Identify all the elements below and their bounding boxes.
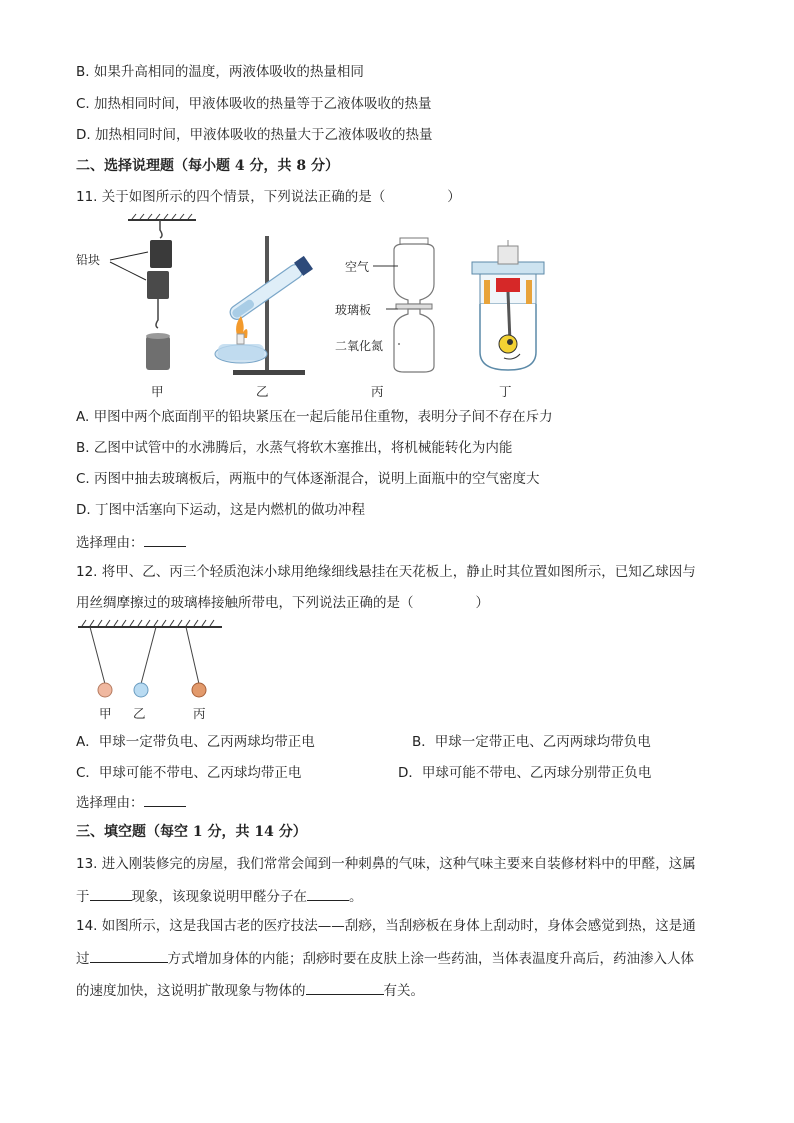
q10-option-b: B. 如果升高相同的温度，两液体吸收的热量相同 bbox=[76, 64, 364, 80]
caption-ding: 丁 bbox=[499, 384, 512, 399]
q12-reason-blank[interactable] bbox=[144, 792, 186, 807]
q11-option-c: C. 丙图中抽去玻璃板后，两瓶中的气体逐渐混合，说明上面瓶中的空气密度大 bbox=[76, 471, 540, 487]
section2-title: 二、选择说理题（每小题 4 分，共 8 分） bbox=[76, 158, 339, 174]
q14-line3 bbox=[76, 980, 424, 1000]
ball-label-yi: 乙 bbox=[133, 706, 146, 721]
q13-text-b: 现象，该现象说明甲醛分子在 bbox=[131, 889, 307, 905]
label-air: 空气 bbox=[345, 260, 370, 274]
test-tube-figure bbox=[205, 228, 325, 378]
label-lead-blocks: 铅块 bbox=[76, 253, 101, 267]
q14-text-c: 的速度加快，这说明扩散现象与物体的 bbox=[76, 983, 306, 999]
q14-text-a: 过 bbox=[76, 951, 90, 967]
q12-paren-close: ） bbox=[475, 595, 489, 611]
q13-text-c: 。 bbox=[349, 889, 363, 905]
q10-option-c: C. 加热相同时间，甲液体吸收的热量等于乙液体吸收的热量 bbox=[76, 96, 432, 112]
q12-stem-text: 用丝绸摩擦过的玻璃棒接触所带电，下列说法正确的是（ bbox=[76, 595, 414, 611]
q11-option-b: B. 乙图中试管中的水沸腾后，水蒸气将软木塞推出，将机械能转化为内能 bbox=[76, 440, 513, 456]
q13-blank-2[interactable] bbox=[307, 886, 349, 901]
lead-blocks-figure bbox=[76, 210, 206, 380]
q12-option-a: A．甲球一定带负电、乙丙两球均带正电 bbox=[76, 734, 315, 750]
q12-reason bbox=[76, 792, 186, 812]
caption-jia: 甲 bbox=[151, 384, 164, 399]
q11-paren-close: ） bbox=[447, 189, 461, 205]
q11-reason bbox=[76, 532, 186, 552]
label-glass-plate: 玻璃板 bbox=[335, 303, 372, 317]
q14-line2 bbox=[76, 948, 694, 968]
q10-option-d: D. 加热相同时间，甲液体吸收的热量大于乙液体吸收的热量 bbox=[76, 127, 433, 143]
caption-bing: 丙 bbox=[371, 384, 384, 399]
q11-reason-label: 选择理由： bbox=[76, 535, 144, 551]
caption-yi: 乙 bbox=[256, 384, 269, 399]
q11-option-a: A. 甲图中两个底面削平的铅块紧压在一起后能吊住重物，表明分子间不存在斥力 bbox=[76, 409, 553, 425]
q12-option-b: B．甲球一定带正电、乙丙两球均带负电 bbox=[412, 734, 651, 750]
engine-figure bbox=[468, 240, 548, 380]
q11-stem bbox=[76, 188, 461, 206]
q12-option-d: D．甲球可能不带电、乙丙球分别带正负电 bbox=[398, 765, 652, 781]
q13-line2 bbox=[76, 886, 363, 906]
section3-title: 三、填空题（每空 1 分，共 14 分） bbox=[76, 824, 307, 840]
q12-option-c: C．甲球可能不带电、乙丙球均带正电 bbox=[76, 765, 302, 781]
charged-balls-figure bbox=[76, 618, 226, 708]
q14-line1: 14. 如图所示，这是我国古老的医疗技法——刮痧，当刮痧板在身体上刮动时，身体会感觉到热，这是通 bbox=[76, 918, 696, 934]
q12-stem-line2 bbox=[76, 594, 489, 612]
ball-label-bing: 丙 bbox=[193, 706, 206, 721]
ball-label-jia: 甲 bbox=[99, 706, 112, 721]
q11-option-d: D. 丁图中活塞向下运动，这是内燃机的做功冲程 bbox=[76, 502, 365, 518]
q14-blank-2[interactable] bbox=[306, 980, 384, 995]
q11-reason-blank[interactable] bbox=[144, 532, 186, 547]
q12-stem-line1: 12. 将甲、乙、丙三个轻质泡沫小球用绝缘细线悬挂在天花板上，静止时其位置如图所示，已知乙球因与 bbox=[76, 564, 696, 580]
q12-reason-label: 选择理由： bbox=[76, 795, 144, 811]
q13-blank-1[interactable] bbox=[90, 886, 132, 901]
label-no2: 二氧化氮 bbox=[335, 339, 384, 353]
q13-line1: 13. 进入刚装修完的房屋，我们常常会闻到一种刺鼻的气味，这种气味主要来自装修材料中的甲醛，这属 bbox=[76, 856, 696, 872]
q13-text-a: 于 bbox=[76, 889, 90, 905]
bottle-leader-lines bbox=[370, 262, 400, 352]
q14-blank-1[interactable] bbox=[90, 948, 168, 963]
q11-stem-text: 11. 关于如图所示的四个情景，下列说法正确的是（ bbox=[76, 189, 386, 205]
q14-text-b: 方式增加身体的内能；刮痧时要在皮肤上涂一些药油，当体表温度升高后，药油渗入人体 bbox=[167, 951, 694, 967]
q14-text-d: 有关。 bbox=[383, 983, 424, 999]
